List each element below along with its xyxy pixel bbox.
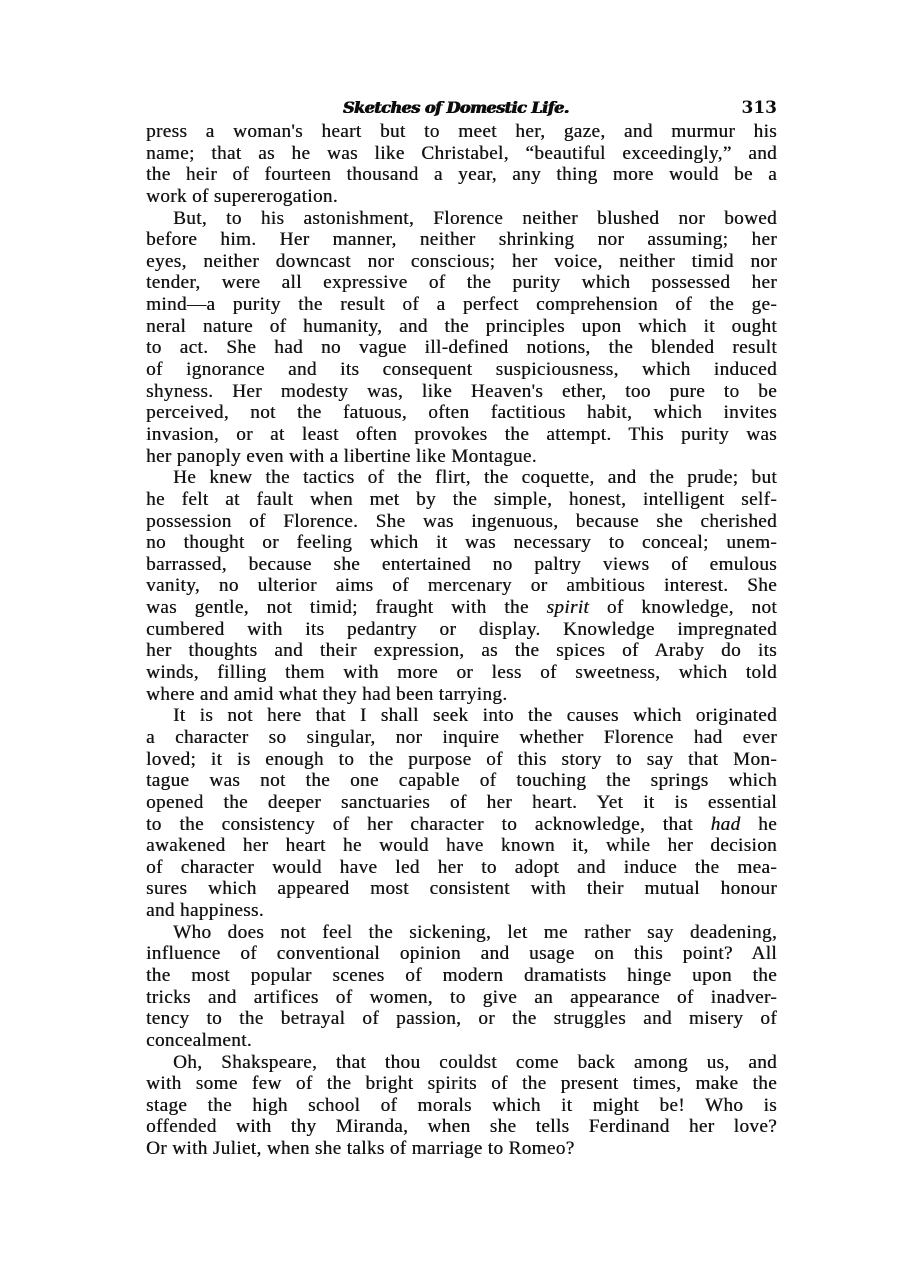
text-line: Who does not feel the sickening, let me rather say deadening, — [173, 921, 777, 943]
text-line: he felt at fault when met by the simple, honest, intelligent self- — [146, 488, 777, 510]
paragraph-5 — [146, 922, 777, 1052]
text-line: stage the high school of morals which it might be! Who is — [146, 1094, 777, 1116]
text-line: tender, were all expressive of the purity which possessed her — [146, 272, 777, 294]
text-line: perceived, not the fatuous, often factitious habit, which invites — [146, 402, 777, 424]
text-line: to act. She had no vague ill-defined notions, the blended result — [146, 337, 777, 359]
text-line: offended with thy Miranda, when she tells Ferdinand her love? — [146, 1116, 777, 1138]
text-line: vanity, no ulterior aims of mercenary or ambitious interest. She — [146, 575, 777, 597]
text-line: before him. Her manner, neither shrinking nor assuming; her — [146, 229, 777, 251]
text-line: It is not here that I shall seek into the causes which originated — [173, 705, 777, 727]
text-line: awakened her heart he would have known it, while her decision — [146, 835, 777, 857]
text-line: of character would have led her to adopt and induce the mea- — [146, 856, 777, 878]
text-line: mind—a purity the result of a perfect comprehension of the ge- — [146, 294, 777, 316]
text-line: tency to the betrayal of passion, or the struggles and misery of — [146, 1008, 777, 1030]
text-line: Or with Juliet, when she talks of marriage to Romeo? — [146, 1138, 575, 1160]
paragraph-6 — [146, 1052, 777, 1160]
text-line: possession of Florence. She was ingenuous, because she cherished — [146, 510, 777, 532]
text-line: invasion, or at least often provokes the attempt. This purity was — [146, 423, 777, 445]
text-line: no thought or feeling which it was necessary to conceal; unem- — [146, 532, 777, 554]
text-line: where and amid what they had been tarrying. — [146, 683, 508, 705]
text-line: winds, filling them with more or less of sweetness, which told — [146, 662, 777, 684]
running-title: Sketches of Domestic Life. — [343, 98, 569, 117]
text-line: with some few of the bright spirits of the present times, make the — [146, 1073, 777, 1095]
paragraph-1 — [146, 121, 777, 208]
text-line: barrassed, because she entertained no paltry views of emulous — [146, 553, 777, 575]
text-line: Oh, Shakspeare, that thou couldst come back among us, and — [173, 1051, 777, 1073]
text-line: sures which appeared most consistent with their mutual honour — [146, 878, 777, 900]
text-line: concealment. — [146, 1029, 252, 1051]
text-line: But, to his astonishment, Florence neither blushed nor bowed — [173, 207, 777, 229]
text-line: tricks and artifices of women, to give an appearance of inadver- — [146, 986, 777, 1008]
text-line: her thoughts and their expression, as the spices of Araby do its — [146, 640, 777, 662]
text-line: neral nature of humanity, and the principles upon which it ought — [146, 315, 777, 337]
body-text — [146, 121, 777, 1160]
text-line: a character so singular, nor inquire whether Florence had ever — [146, 726, 777, 748]
text-line: name; that as he was like Christabel, “beautiful exceedingly,” and — [146, 142, 777, 164]
text-line: and happiness. — [146, 900, 264, 922]
text-line: He knew the tactics of the flirt, the coquette, and the prude; but — [173, 467, 777, 489]
paragraph-3 — [146, 467, 777, 705]
paragraph-2 — [146, 208, 777, 468]
text-line: the most popular scenes of modern dramatists hinge upon the — [146, 964, 777, 986]
text-line: shyness. Her modesty was, like Heaven's ether, too pure to be — [146, 380, 777, 402]
text-line: her panoply even with a libertine like Montague. — [146, 445, 537, 467]
text-line: cumbered with its pedantry or display. Knowledge impregnated — [146, 618, 777, 640]
text-line: eyes, neither downcast nor conscious; her voice, neither timid nor — [146, 250, 777, 272]
text-line: of ignorance and its consequent suspiciousness, which induced — [146, 359, 777, 381]
text-line: influence of conventional opinion and usage on this point? All — [146, 943, 777, 965]
text-line: the heir of fourteen thousand a year, any thing more would be a — [146, 164, 777, 186]
text-line: tague was not the one capable of touching the springs which — [146, 770, 777, 792]
text-line: loved; it is enough to the purpose of this story to say that Mon- — [146, 748, 777, 770]
paragraph-4 — [146, 705, 777, 921]
text-line: opened the deeper sanctuaries of her heart. Yet it is essential — [146, 791, 777, 813]
text-line: work of supererogation. — [146, 185, 338, 207]
page-number: 313 — [741, 98, 777, 118]
text-line: to the consistency of her character to acknowledge, that had he — [146, 813, 777, 835]
text-line: press a woman's heart but to meet her, gaze, and murmur his — [146, 121, 777, 142]
text-line: was gentle, not timid; fraught with the spirit of knowledge, not — [146, 597, 778, 619]
